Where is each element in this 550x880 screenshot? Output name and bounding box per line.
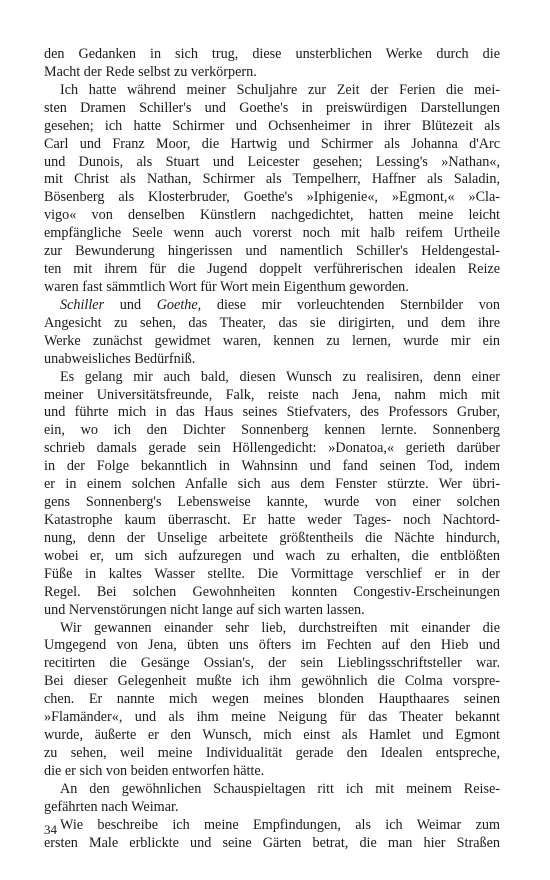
text-line: Bösenberg als Klosterbruder, Goethe's »Iphigenie«, »Egmont,« »Cla- <box>44 189 500 206</box>
text-line: waren fast sämmtlich Wort für Wort mein Eigenthum geworden. <box>44 278 409 295</box>
page-number: 34 <box>44 822 57 837</box>
text-line: den Gedanken in sich trug, diese unsterblichen Werke durch die <box>44 46 500 62</box>
text-line: nung, denn der Unselige arbeitete größtentheils die Nächte hindurch, <box>44 529 500 546</box>
text-line: Wie beschreibe ich meine Empfindungen, als ich Weimar zum <box>60 816 500 833</box>
text-line: wobei er, um sich aufzuregen und wach zu erhalten, die entblößten <box>44 547 500 564</box>
text-line: er in einem solchen Anfalle sich aus dem Fenster stürzte. Wer übri- <box>44 476 500 493</box>
text-line: vigo« von denselben Künstlern nachgedichtet, hatten meine leicht <box>44 207 500 224</box>
text-line: und Dunois, als Stuart und Leicester gesehen; Lessing's »Nathan«, <box>44 153 500 170</box>
text-line: Wir gewannen einander sehr lieb, durchstreiften mit einander die <box>60 619 500 636</box>
text-line: An den gewöhnlichen Schauspieltagen ritt ich mit meinem Reise- <box>60 780 500 797</box>
text-line: und Nervenstörungen nicht lange auf sich warten lassen. <box>44 601 365 618</box>
text-line: Es gelang mir auch bald, diesen Wunsch zu realisiren, denn einer <box>60 368 500 385</box>
text-line: gefährten nach Weimar. <box>44 798 179 815</box>
text-line: Angesicht zu sehen, das Theater, das sie dirigirten, und dem ihre <box>44 314 500 331</box>
text-line: und führte mich in das Haus seines Stiefvaters, des Professors Gruber, <box>44 404 500 421</box>
text-line: Katastrophe kaum überrascht. Er hatte weder Tages- noch Nachtord- <box>44 511 500 528</box>
text-line: ten mit ihrem für die Jugend doppelt verführerischen idealen Reize <box>44 261 500 278</box>
text-line: mit Christ als Nathan, Schirmer als Tempelherr, Haffner als Saladin, <box>44 171 500 188</box>
text-line: »Flamänder«, und als ihm meine Neigung für das Theater bekannt <box>44 709 500 726</box>
text-line: gens Sonnenberg's Lebensweise kannte, wurde von einer solchen <box>44 494 500 511</box>
italic-name: Schiller <box>60 296 105 313</box>
text-line: chen. Er nannte mich wegen meines blonden Haupthaares seinen <box>44 691 500 708</box>
text-line: recitirten die Gesänge Ossian's, der sein Lieblingsschriftsteller war. <box>44 655 500 672</box>
italic-name: Goethe <box>156 296 198 313</box>
text-line: meiner Universitätsfreunde, Falk, reiste nach Jena, nahm mich mit <box>44 386 500 403</box>
text-line: Werke zunächst gewidmet waren, kennen zu lernen, wurde mir ein <box>44 332 500 349</box>
text-line: Bei dieser Gelegenheit mußte ich ihm gewöhnlich die Colma vorspre- <box>44 673 500 690</box>
body-text <box>44 46 500 852</box>
text-line: sten Dramen Schiller's und Goethe's in preiswürdigen Darstellungen <box>44 99 500 116</box>
text-line: in der Folge bekanntlich in Wahnsinn und fand seinen Tod, indem <box>44 458 500 475</box>
text-line: Macht der Rede selbst zu verkörpern. <box>44 63 257 80</box>
text-line: Carl und Franz Moor, die Hartwig und Schirmer als Johanna d'Arc <box>44 135 500 152</box>
text-line: wurde, äußerte er den Wunsch, mich einst als Hamlet und Egmont <box>44 727 500 744</box>
text-line: Ich hatte während meiner Schuljahre zur Zeit der Ferien die mei- <box>60 81 500 98</box>
text-line: Regel. Bei solchen Gewohnheiten konnten Congestiv-Erscheinungen <box>44 583 500 600</box>
text-line: empfängliche Seele wenn auch vorerst noch mit halb reifem Urtheile <box>44 225 500 242</box>
text-line: zur Bewunderung hingerissen und namentlich Schiller's Heldengestal- <box>44 243 500 260</box>
text-line: gesehen; ich hatte Schirmer und Ochsenheimer in ihrer Blütezeit als <box>44 117 500 134</box>
text-line: Füße in kaltes Wasser stellte. Die Vormittage verschlief er in der <box>44 565 500 582</box>
text-line: ein, wo ich den Dichter Sonnenberg kennen lernte. Sonnenberg <box>44 422 500 439</box>
text-line: die er sich von beiden entworfen hätte. <box>44 762 265 779</box>
text-line: Schiller und Goethe, diese mir vorleuchtenden Sternbilder von <box>60 296 500 313</box>
text-line: ersten Male erblickte und seine Gärten betrat, die man hier Straßen <box>44 834 500 851</box>
text-line: Umgegend von Jena, übten uns öfters im Fechten auf den Hieb und <box>44 637 500 654</box>
text-line: zu sehen, weil meine Individualität gerade den Idealen entspreche, <box>44 744 500 761</box>
text-line: unabweisliches Bedürfniß. <box>44 350 196 367</box>
text-line: schrieb damals gerade sein Höllengedicht: »Donatoa,« gerieth darüber <box>44 440 500 457</box>
